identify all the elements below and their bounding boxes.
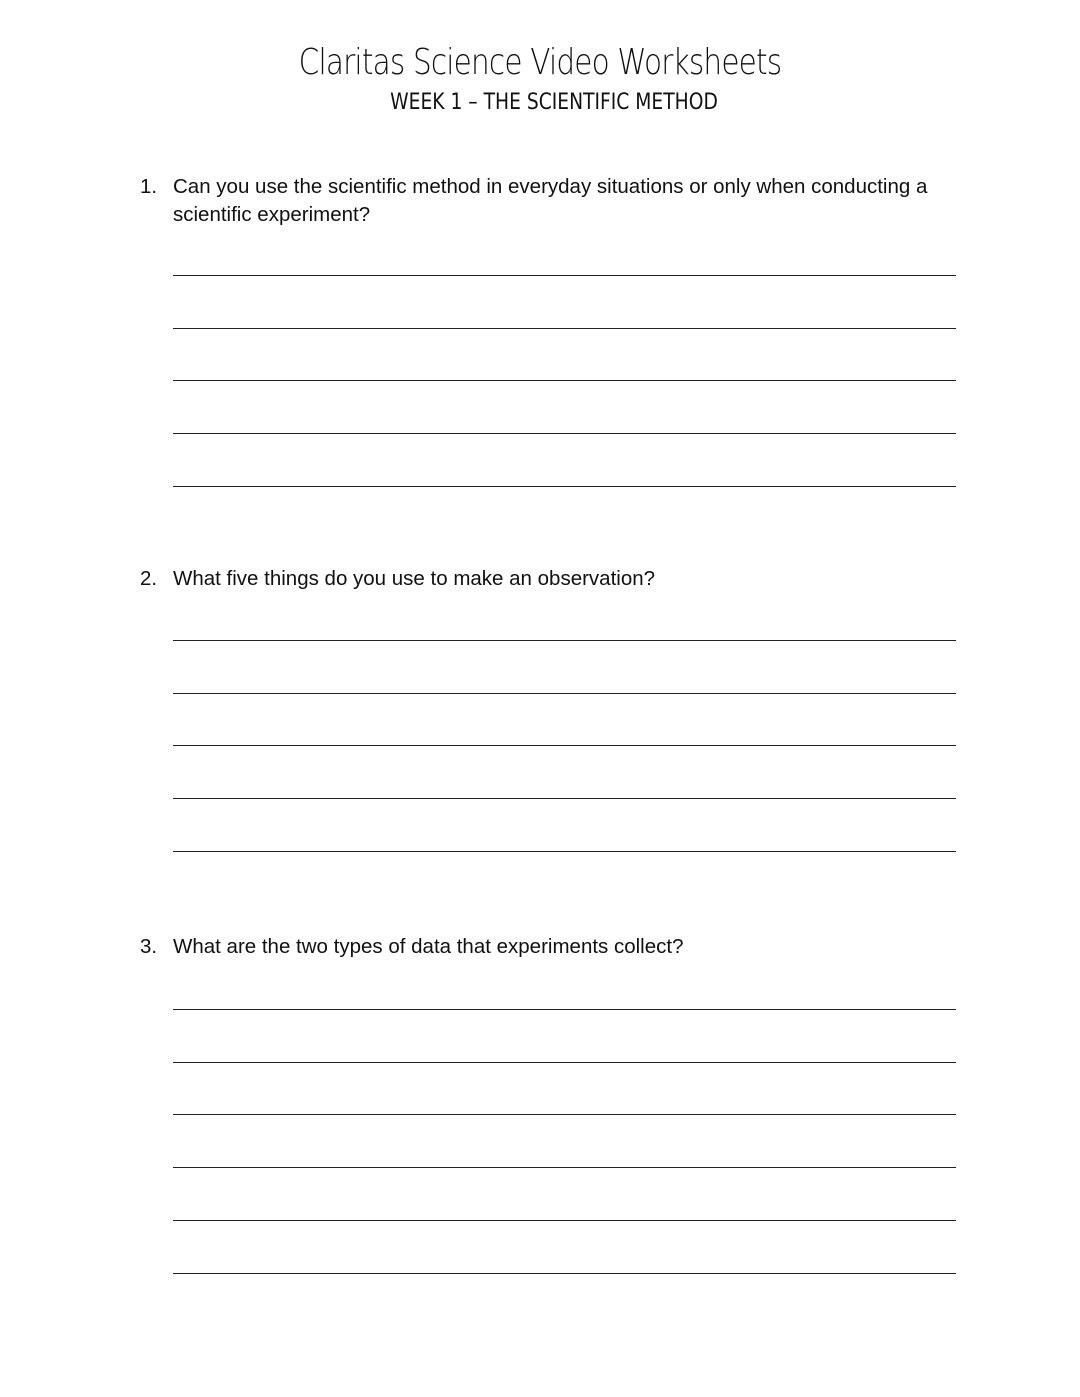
question-number: 3. (140, 935, 158, 958)
answer-line-q3[interactable] (173, 1220, 956, 1221)
question-text: Can you use the scientific method in everyday situations or only when conducting a scientific experiment? (173, 175, 928, 226)
question-number: 2. (140, 567, 158, 590)
question-text: What five things do you use to make an observation? (173, 567, 656, 590)
answer-line-q2[interactable] (173, 693, 956, 694)
question-number: 1. (140, 175, 158, 198)
answer-line-q2[interactable] (173, 745, 956, 746)
worksheet-subtitle: WEEK 1 – THE SCIENTIFIC METHOD (390, 90, 718, 115)
answer-line-q2[interactable] (173, 640, 956, 641)
worksheet-title: Claritas Science Video Worksheets (298, 42, 782, 83)
answer-line-q1[interactable] (173, 433, 956, 434)
answer-line-q2[interactable] (173, 798, 956, 799)
answer-line-q1[interactable] (173, 328, 956, 329)
answer-line-q3[interactable] (173, 1062, 956, 1063)
question-text: What are the two types of data that experiments collect? (173, 935, 684, 958)
answer-line-q3[interactable] (173, 1009, 956, 1010)
answer-line-q1[interactable] (173, 486, 956, 487)
answer-line-q1[interactable] (173, 275, 956, 276)
answer-line-q3[interactable] (173, 1114, 956, 1115)
answer-line-q3[interactable] (173, 1167, 956, 1168)
answer-line-q2[interactable] (173, 851, 956, 852)
answer-line-q1[interactable] (173, 380, 956, 381)
answer-line-q3[interactable] (173, 1273, 956, 1274)
